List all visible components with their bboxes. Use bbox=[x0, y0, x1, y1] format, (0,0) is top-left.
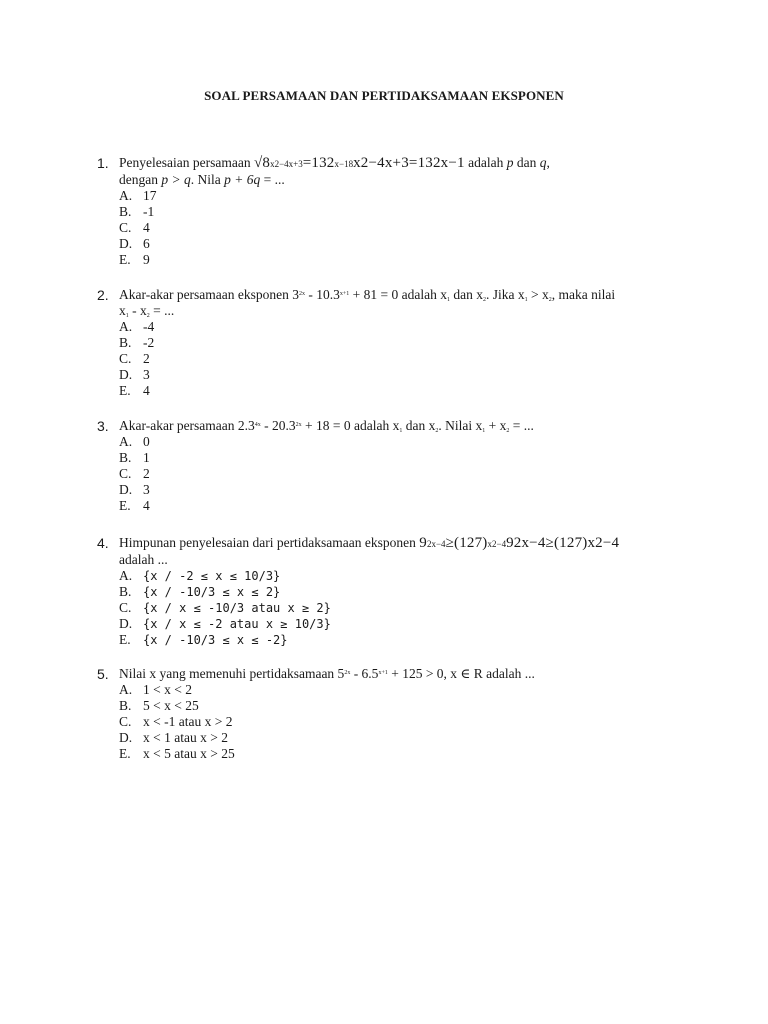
math-expression: 92x−4≥(127)x2−4 bbox=[506, 535, 620, 551]
question-body bbox=[119, 418, 697, 514]
question-text-line-2: dengan p > q. Nila p + 6q = ... bbox=[119, 172, 285, 187]
option-e: E. 4 bbox=[119, 498, 150, 513]
option-b: B. 1 bbox=[119, 450, 150, 465]
option-c: C. 2 bbox=[119, 466, 150, 481]
question-number: 2. bbox=[97, 287, 109, 303]
question-text-line-2: adalah ... bbox=[119, 552, 168, 567]
question-number: 5. bbox=[97, 666, 109, 682]
option-b: B. -2 bbox=[119, 335, 155, 350]
math-expression: 9 bbox=[419, 535, 427, 551]
exponent-text: 2x−4 bbox=[426, 539, 446, 549]
option-d: D. 3 bbox=[119, 367, 150, 382]
question-5 bbox=[97, 666, 697, 762]
option-b: B. {x / -10/3 ≤ x ≤ 2} bbox=[119, 584, 281, 599]
question-body bbox=[119, 666, 697, 762]
document-title: SOAL PERSAMAAN DAN PERTIDAKSAMAAN EKSPONEN bbox=[204, 88, 564, 103]
question-text: Akar-akar persamaan $2.3^{4x} - 20.3^{2x} + 18 = 0$ adalah $x_1$ dan $x_2$. Nilai $x_1 + x_2$ = ... bbox=[119, 418, 534, 434]
option-e: E. 4 bbox=[119, 383, 150, 398]
question-3 bbox=[97, 418, 697, 514]
option-a: A. -4 bbox=[119, 319, 155, 334]
option-a: A. 1 < x < 2 bbox=[119, 682, 192, 697]
option-d: D. x < 1 atau x > 2 bbox=[119, 730, 228, 745]
option-a: A. 0 bbox=[119, 434, 150, 449]
question-4 bbox=[97, 535, 697, 648]
option-b: B. -1 bbox=[119, 204, 155, 219]
question-text: Penyelesaian persamaan √8x2−4x+3=132x−18x2−4x+3=132x−1 adalah p dan q, bbox=[119, 155, 550, 171]
exponent-text: x2−4 bbox=[487, 539, 507, 549]
question-body bbox=[119, 535, 697, 648]
option-c: C. 2 bbox=[119, 351, 150, 366]
option-d: D. {x / x ≤ -2 atau x ≥ 10/3} bbox=[119, 616, 331, 631]
question-2 bbox=[97, 287, 697, 399]
option-b: B. 5 < x < 25 bbox=[119, 698, 199, 713]
question-1 bbox=[97, 155, 697, 268]
option-c: C. {x / x ≤ -10/3 atau x ≥ 2} bbox=[119, 600, 331, 615]
math-expression: x2−4x+3=132x−1 bbox=[353, 155, 465, 171]
question-text: Himpunan penyelesaian dari pertidaksamaan eksponen 92x−4≥(127)x2−492x−4≥(127)x2−4 bbox=[119, 535, 620, 551]
exponent-text: x−18 bbox=[334, 159, 354, 169]
question-text: Nilai x yang memenuhi pertidaksamaan $5^{2x} - 6.5^{x+1} + 125 > 0$, x ∈ R adalah ... bbox=[119, 666, 535, 681]
option-d: D. 3 bbox=[119, 482, 150, 497]
question-text: Akar-akar persamaan eksponen $3^{2x} - 10.3^{x+1} + 81 = 0$ adalah $x_1$ dan $x_2$. Jika $x_1 > x_2$, maka nilai bbox=[119, 287, 616, 303]
option-c: C. x < -1 atau x > 2 bbox=[119, 714, 233, 729]
question-number: 1. bbox=[97, 155, 109, 171]
option-e: E. {x / -10/3 ≤ x ≤ -2} bbox=[119, 632, 288, 647]
option-d: D. 6 bbox=[119, 236, 150, 251]
option-e: E. 9 bbox=[119, 252, 150, 267]
option-c: C. 4 bbox=[119, 220, 150, 235]
option-e: E. x < 5 atau x > 25 bbox=[119, 746, 235, 761]
question-number: 4. bbox=[97, 535, 109, 551]
question-body bbox=[119, 155, 697, 268]
option-a: A. {x / -2 ≤ x ≤ 10/3} bbox=[119, 568, 281, 583]
option-a: A. 17 bbox=[119, 188, 157, 203]
question-body bbox=[119, 287, 697, 399]
question-number: 3. bbox=[97, 418, 109, 434]
exponent-text: x2−4x+3 bbox=[270, 159, 303, 169]
radical-symbol: √8 bbox=[253, 155, 271, 171]
question-text-line-2: $x_1 - x_2$ = ... bbox=[119, 303, 175, 319]
